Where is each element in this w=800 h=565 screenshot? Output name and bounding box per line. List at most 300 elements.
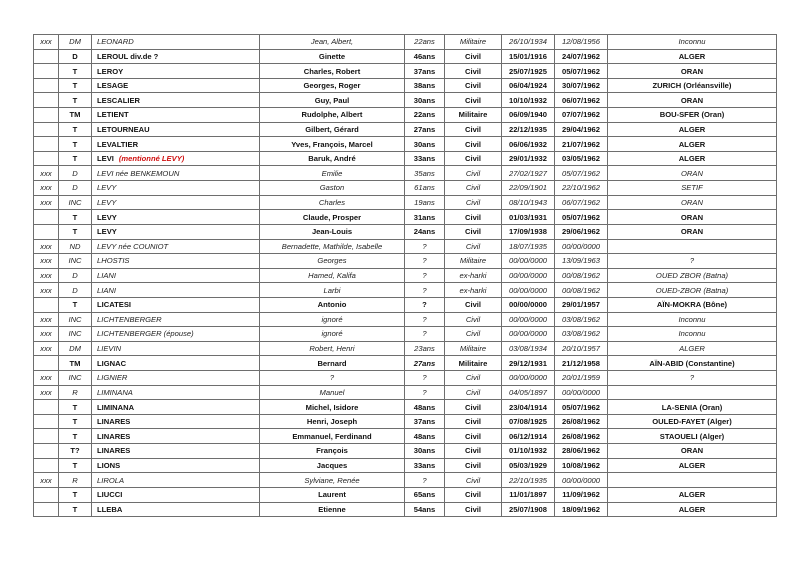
age-cell	[405, 78, 445, 93]
death-date-text: 30/07/1962	[561, 81, 600, 91]
code-text: D	[72, 183, 78, 193]
mark-cell	[34, 414, 59, 429]
code-cell	[59, 151, 92, 166]
surname-text: LHOSTIS	[97, 256, 130, 266]
birth-date-text: 01/10/1932	[508, 446, 547, 456]
status-text: Civil	[464, 446, 482, 456]
surname-text: LINARES	[97, 446, 131, 456]
place-text: Inconnu	[678, 314, 706, 324]
code-text: DM	[69, 37, 81, 47]
firstnames-text: Charles, Robert	[303, 66, 361, 76]
birth-date-text: 00/00/0000	[508, 256, 547, 266]
status-text: Civil	[464, 51, 482, 61]
death-date-text: 20/01/1959	[561, 373, 600, 383]
death-date-cell	[555, 268, 608, 283]
birth-date-text: 00/00/0000	[508, 300, 547, 310]
birth-date-cell	[502, 64, 555, 79]
death-date-cell	[555, 371, 608, 386]
table-row	[34, 181, 777, 196]
birth-date-cell	[502, 458, 555, 473]
birth-date-cell	[502, 35, 555, 50]
place-cell	[608, 371, 777, 386]
death-date-cell	[555, 239, 608, 254]
table-row	[34, 414, 777, 429]
code-cell	[59, 429, 92, 444]
place-cell	[608, 166, 777, 181]
mark-cell	[34, 78, 59, 93]
surname-cell	[92, 195, 260, 210]
status-text: Civil	[464, 227, 482, 237]
mark-cell	[34, 429, 59, 444]
code-cell	[59, 35, 92, 50]
status-text: Civil	[465, 168, 481, 178]
firstnames-cell	[260, 166, 405, 181]
mark-text: xxx	[40, 329, 52, 339]
mark-cell	[34, 64, 59, 79]
birth-date-cell	[502, 385, 555, 400]
death-date-cell	[555, 181, 608, 196]
surname-text: LETOURNEAU	[97, 124, 150, 134]
mark-cell	[34, 283, 59, 298]
surname-cell	[92, 181, 260, 196]
birth-date-text: 22/12/1935	[508, 124, 547, 134]
place-cell	[608, 64, 777, 79]
status-cell	[445, 297, 502, 312]
birth-date-cell	[502, 429, 555, 444]
age-text: 37ans	[413, 417, 436, 427]
place-cell	[608, 297, 777, 312]
age-cell	[405, 166, 445, 181]
age-cell	[405, 312, 445, 327]
surname-text: LINARES	[97, 417, 131, 427]
place-text: ALGER	[678, 460, 706, 470]
birth-date-cell	[502, 268, 555, 283]
age-text: 27ans	[413, 124, 436, 134]
place-cell	[608, 35, 777, 50]
birth-date-cell	[502, 210, 555, 225]
status-text: Civil	[464, 431, 482, 441]
status-cell	[445, 224, 502, 239]
place-text: Inconnu	[678, 329, 706, 339]
death-date-text: 05/07/1962	[561, 168, 600, 178]
mark-cell	[34, 356, 59, 371]
firstnames-cell	[260, 239, 405, 254]
death-date-cell	[555, 166, 608, 181]
code-text: INC	[68, 373, 82, 383]
death-date-text: 10/08/1962	[561, 460, 600, 470]
place-cell	[608, 224, 777, 239]
mark-cell	[34, 122, 59, 137]
birth-date-cell	[502, 122, 555, 137]
death-date-cell	[555, 254, 608, 269]
death-date-cell	[555, 122, 608, 137]
death-date-cell	[555, 195, 608, 210]
code-cell	[59, 166, 92, 181]
place-cell	[608, 473, 777, 488]
status-text: Civil	[464, 504, 482, 514]
surname-text: LICHTENBERGER	[97, 314, 162, 324]
mark-cell	[34, 181, 59, 196]
place-text: ORAN	[680, 227, 704, 237]
age-cell	[405, 181, 445, 196]
records-sheet	[33, 34, 777, 517]
age-text: ?	[422, 300, 427, 310]
code-cell	[59, 181, 92, 196]
code-text: T	[72, 154, 78, 164]
code-cell	[59, 312, 92, 327]
firstnames-cell	[260, 444, 405, 459]
surname-text: LETIENT	[97, 110, 129, 120]
code-cell	[59, 239, 92, 254]
birth-date-text: 10/10/1932	[508, 95, 547, 105]
status-text: Civil	[464, 402, 482, 412]
mark-cell	[34, 166, 59, 181]
firstnames-cell	[260, 327, 405, 342]
surname-cell	[92, 283, 260, 298]
code-text: T?	[70, 446, 80, 456]
age-cell	[405, 195, 445, 210]
firstnames-cell	[260, 473, 405, 488]
death-date-text: 00/08/1962	[561, 271, 600, 281]
code-text: D	[72, 285, 78, 295]
surname-cell	[92, 312, 260, 327]
firstnames-text: Laurent	[318, 490, 346, 500]
table-row	[34, 78, 777, 93]
surname-text: LEONARD	[97, 37, 134, 47]
age-text: 33ans	[413, 154, 436, 164]
firstnames-text: Robert, Henri	[309, 344, 355, 354]
surname-cell	[92, 122, 260, 137]
firstnames-cell	[260, 108, 405, 123]
mark-cell	[34, 151, 59, 166]
status-cell	[445, 502, 502, 517]
mark-cell	[34, 93, 59, 108]
place-cell	[608, 400, 777, 415]
death-date-cell	[555, 49, 608, 64]
age-cell	[405, 254, 445, 269]
firstnames-text: Larbi	[323, 285, 341, 295]
death-date-cell	[555, 473, 608, 488]
firstnames-cell	[260, 429, 405, 444]
age-cell	[405, 239, 445, 254]
age-text: 30ans	[413, 139, 436, 149]
birth-date-text: 03/08/1934	[508, 344, 547, 354]
mark-cell	[34, 268, 59, 283]
place-cell	[608, 487, 777, 502]
table-row	[34, 151, 777, 166]
birth-date-cell	[502, 137, 555, 152]
birth-date-text: 29/12/1931	[508, 358, 547, 368]
code-cell	[59, 487, 92, 502]
place-cell	[608, 356, 777, 371]
age-text: 30ans	[413, 446, 436, 456]
firstnames-text: Etienne	[318, 504, 346, 514]
firstnames-cell	[260, 268, 405, 283]
age-cell	[405, 356, 445, 371]
death-date-cell	[555, 444, 608, 459]
mark-text: xxx	[40, 241, 52, 251]
surname-cell	[92, 444, 260, 459]
firstnames-text: Antonio	[317, 300, 347, 310]
code-text: T	[72, 460, 78, 470]
status-text: Civil	[464, 300, 482, 310]
mark-text: xxx	[40, 168, 52, 178]
firstnames-text: Gilbert, Gérard	[305, 124, 359, 134]
age-cell	[405, 49, 445, 64]
death-date-text: 21/12/1958	[561, 358, 600, 368]
place-cell	[608, 122, 777, 137]
firstnames-cell	[260, 210, 405, 225]
mark-text: xxx	[40, 271, 52, 281]
surname-cell	[92, 35, 260, 50]
place-text: ALGER	[678, 139, 706, 149]
status-cell	[445, 268, 502, 283]
firstnames-cell	[260, 400, 405, 415]
birth-date-cell	[502, 297, 555, 312]
surname-text: LIMINANA	[97, 387, 133, 397]
firstnames-text: Guy, Paul	[314, 95, 350, 105]
surname-cell	[92, 414, 260, 429]
status-cell	[445, 371, 502, 386]
status-text: Civil	[464, 154, 482, 164]
mark-text: xxx	[40, 314, 52, 324]
surname-text: LIUCCI	[97, 490, 123, 500]
age-cell	[405, 341, 445, 356]
status-cell	[445, 487, 502, 502]
status-text: Civil	[465, 183, 481, 193]
age-cell	[405, 371, 445, 386]
death-date-text: 29/06/1962	[561, 227, 600, 237]
code-cell	[59, 49, 92, 64]
death-date-text: 00/00/0000	[561, 387, 600, 397]
place-text: Inconnu	[678, 37, 706, 47]
birth-date-cell	[502, 502, 555, 517]
status-text: Militaire	[458, 110, 488, 120]
birth-date-cell	[502, 254, 555, 269]
firstnames-cell	[260, 254, 405, 269]
code-text: INC	[68, 329, 82, 339]
surname-cell	[92, 93, 260, 108]
code-text: R	[72, 475, 78, 485]
table-row	[34, 356, 777, 371]
firstnames-text: ignoré	[321, 329, 343, 339]
birth-date-text: 18/07/1935	[508, 241, 547, 251]
code-text: INC	[68, 198, 82, 207]
death-date-text: 29/04/1962	[561, 124, 600, 134]
status-cell	[445, 210, 502, 225]
place-text: ?	[689, 373, 695, 383]
surname-text: LIGNAC	[97, 358, 127, 368]
table-row	[34, 239, 777, 254]
table-row	[34, 341, 777, 356]
code-cell	[59, 93, 92, 108]
surname-cell	[92, 429, 260, 444]
surname-cell	[92, 239, 260, 254]
place-cell	[608, 429, 777, 444]
birth-date-cell	[502, 224, 555, 239]
firstnames-text: Claude, Prosper	[302, 212, 362, 222]
code-text: T	[72, 95, 78, 105]
code-cell	[59, 195, 92, 210]
status-cell	[445, 444, 502, 459]
birth-date-text: 27/02/1927	[508, 168, 547, 178]
table-row	[34, 268, 777, 283]
status-text: ex-harki	[459, 285, 487, 295]
mark-cell	[34, 487, 59, 502]
surname-cell	[92, 473, 260, 488]
death-date-text: 03/08/1962	[561, 314, 600, 324]
status-cell	[445, 458, 502, 473]
place-text: ORAN	[680, 446, 704, 456]
firstnames-text: Emilie	[321, 168, 343, 178]
place-text: OUED ZBOR (Batna)	[655, 271, 729, 281]
surname-cell	[92, 341, 260, 356]
death-date-text: 20/10/1957	[561, 344, 600, 354]
status-text: Militaire	[459, 256, 487, 266]
age-cell	[405, 444, 445, 459]
place-text: ALGER	[679, 344, 705, 354]
age-cell	[405, 210, 445, 225]
birth-date-text: 04/05/1897	[508, 387, 547, 397]
age-cell	[405, 35, 445, 50]
code-cell	[59, 473, 92, 488]
surname-text: LEVY	[97, 183, 117, 193]
place-cell	[608, 210, 777, 225]
death-date-cell	[555, 93, 608, 108]
firstnames-cell	[260, 78, 405, 93]
age-cell	[405, 487, 445, 502]
surname-cell	[92, 400, 260, 415]
place-text: ORAN	[680, 66, 704, 76]
death-date-text: 06/07/1962	[561, 198, 600, 207]
mark-text: xxx	[40, 373, 52, 383]
age-cell	[405, 414, 445, 429]
code-cell	[59, 137, 92, 152]
age-text: ?	[422, 241, 427, 251]
code-text: T	[72, 417, 78, 427]
age-cell	[405, 400, 445, 415]
place-cell	[608, 49, 777, 64]
firstnames-text: Jean, Albert,	[310, 37, 354, 47]
place-cell	[608, 341, 777, 356]
firstnames-cell	[260, 385, 405, 400]
firstnames-text: Gaston	[319, 183, 345, 193]
place-text: ORAN	[681, 198, 703, 207]
birth-date-text: 17/09/1938	[508, 227, 547, 237]
surname-text: LIMINANA	[97, 402, 135, 412]
place-cell	[608, 108, 777, 123]
place-cell	[608, 414, 777, 429]
firstnames-cell	[260, 297, 405, 312]
birth-date-cell	[502, 327, 555, 342]
code-text: D	[72, 271, 78, 281]
age-cell	[405, 122, 445, 137]
death-date-text: 21/07/1962	[561, 139, 600, 149]
firstnames-text: ?	[329, 373, 335, 383]
mark-cell	[34, 137, 59, 152]
firstnames-text: Manuel	[319, 387, 345, 397]
surname-text: LINARES	[97, 431, 131, 441]
firstnames-cell	[260, 487, 405, 502]
mark-text: xxx	[40, 475, 52, 485]
death-date-text: 05/07/1962	[561, 212, 600, 222]
surname-cell	[92, 356, 260, 371]
firstnames-cell	[260, 151, 405, 166]
age-text: 19ans	[414, 198, 435, 207]
status-text: Civil	[464, 66, 482, 76]
name-annotation: (mentionné LEVY)	[118, 154, 185, 164]
place-text: ALGER	[678, 124, 706, 134]
table-row	[34, 473, 777, 488]
place-cell	[608, 385, 777, 400]
birth-date-cell	[502, 414, 555, 429]
death-date-text: 26/08/1962	[561, 431, 600, 441]
status-cell	[445, 414, 502, 429]
table-row	[34, 429, 777, 444]
status-cell	[445, 35, 502, 50]
code-text: DM	[69, 344, 81, 354]
birth-date-text: 07/08/1925	[508, 417, 547, 427]
code-text: INC	[68, 256, 82, 266]
mark-cell	[34, 473, 59, 488]
surname-cell	[92, 78, 260, 93]
firstnames-text: Ginette	[318, 51, 346, 61]
mark-text: xxx	[40, 387, 52, 397]
age-text: 54ans	[413, 504, 436, 514]
birth-date-text: 26/10/1934	[508, 37, 547, 47]
birth-date-text: 22/10/1935	[508, 475, 547, 485]
firstnames-cell	[260, 224, 405, 239]
death-date-cell	[555, 137, 608, 152]
age-text: 33ans	[413, 460, 436, 470]
death-date-cell	[555, 385, 608, 400]
age-cell	[405, 502, 445, 517]
death-date-text: 26/08/1962	[561, 417, 600, 427]
place-text: SETIF	[681, 183, 703, 193]
code-cell	[59, 356, 92, 371]
status-text: Civil	[465, 241, 481, 251]
surname-cell	[92, 64, 260, 79]
table-row	[34, 166, 777, 181]
mark-cell	[34, 502, 59, 517]
code-text: T	[72, 66, 78, 76]
table-row	[34, 49, 777, 64]
code-cell	[59, 268, 92, 283]
code-cell	[59, 64, 92, 79]
firstnames-text: Rudolphe, Albert	[301, 110, 363, 120]
age-text: ?	[422, 387, 427, 397]
table-row	[34, 400, 777, 415]
death-date-text: 29/01/1957	[561, 300, 600, 310]
death-date-text: 05/07/1962	[561, 402, 600, 412]
birth-date-text: 00/00/0000	[508, 329, 547, 339]
status-cell	[445, 181, 502, 196]
birth-date-cell	[502, 78, 555, 93]
birth-date-text: 22/09/1901	[508, 183, 547, 193]
mark-cell	[34, 400, 59, 415]
table-row	[34, 64, 777, 79]
death-date-cell	[555, 414, 608, 429]
firstnames-cell	[260, 414, 405, 429]
birth-date-cell	[502, 371, 555, 386]
mark-text: xxx	[40, 256, 52, 266]
surname-text: LEROUL div.de ?	[97, 51, 159, 61]
birth-date-cell	[502, 195, 555, 210]
code-text: T	[72, 300, 78, 310]
place-text: ORAN	[680, 212, 704, 222]
firstnames-cell	[260, 283, 405, 298]
firstnames-text: Yves, François, Marcel	[291, 139, 373, 149]
